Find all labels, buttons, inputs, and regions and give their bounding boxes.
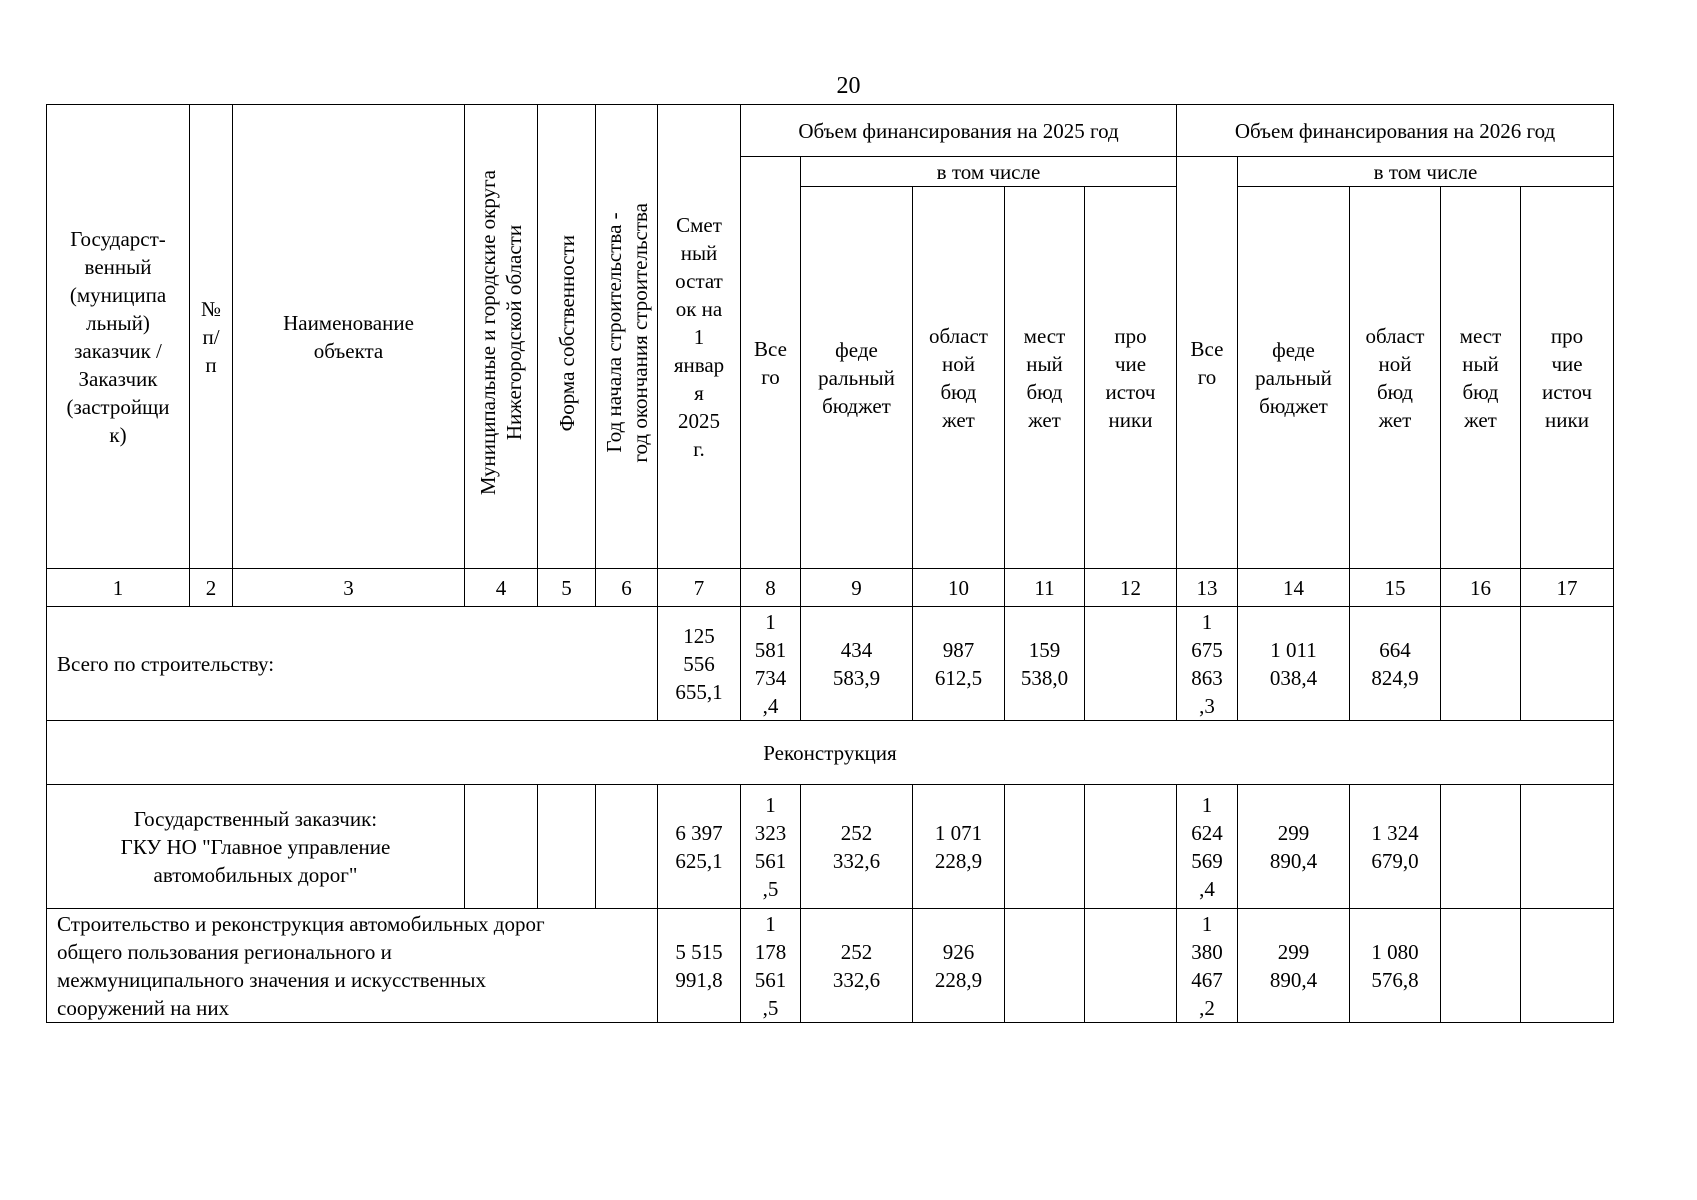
header-2025-other-text: про чие источ ники [1105,323,1156,432]
header-years [596,105,658,569]
colnum-cell: 12 [1085,569,1177,607]
total-label: Всего по строительству: [47,607,658,721]
total-c16 [1441,607,1521,721]
header-2026-local-text: мест ный бюд жет [1459,323,1502,432]
program-c16 [1441,909,1521,1023]
colnum-cell: 5 [538,569,596,607]
header-fin-2025: Объем финансирования на 2025 год [741,105,1177,157]
header-2025-local-text: мест ный бюд жет [1023,323,1066,432]
header-customer-text: Государст- венный (муниципа льный) заказчик / Заказчик (застройщи к) [66,226,170,447]
colnum-cell: 7 [658,569,741,607]
customer-c10-text: 1 071 228,9 [934,820,983,873]
header-2026-regional-text: област ной бюд жет [1365,323,1425,432]
total-c17 [1521,607,1614,721]
header-2025-total-text: Все го [754,336,787,389]
section-title: Реконструкция [47,721,1614,785]
header-2026-total-text: Все го [1190,336,1224,389]
total-c12 [1085,607,1177,721]
financing-table [46,104,1614,1023]
customer-c6 [596,785,658,909]
program-c7 [658,909,741,1023]
total-c15 [1350,607,1441,721]
program-c8 [741,909,801,1023]
program-c13 [1177,909,1238,1023]
total-c13 [1177,607,1238,721]
customer-c7-text: 6 397 625,1 [675,820,723,873]
program-c9 [801,909,913,1023]
program-c17 [1521,909,1614,1023]
customer-c15-text: 1 324 679,0 [1371,820,1419,873]
customer-c4 [465,785,538,909]
header-ownership [538,105,596,569]
header-object-name-text: Наименование объекта [283,310,414,363]
customer-c11 [1005,785,1085,909]
program-c7-text: 5 515 991,8 [675,939,723,992]
colnum-cell: 3 [233,569,465,607]
total-c9-text: 434 583,9 [832,637,881,690]
page-number: 20 [836,73,861,99]
program-c8-text: 1 178 561 ,5 [754,911,787,1020]
customer-c9 [801,785,913,909]
header-2025-regional [913,187,1005,569]
colnum-cell: 11 [1005,569,1085,607]
total-c7 [658,607,741,721]
customer-c14-text: 299 890,4 [1269,820,1318,873]
program-c15 [1350,909,1441,1023]
section-row [47,721,1614,785]
header-2025-regional-text: област ной бюд жет [929,323,988,432]
total-c10 [913,607,1005,721]
total-row [47,607,1614,721]
total-c15-text: 664 824,9 [1371,637,1419,690]
customer-c16 [1441,785,1521,909]
customer-c9-text: 252 332,6 [832,820,881,873]
header-2026-federal-text: феде ральный бюджет [1255,337,1332,418]
header-municipalities [465,105,538,569]
total-c7-text: 125 556 655,1 [675,623,723,704]
customer-c7 [658,785,741,909]
program-c9-text: 252 332,6 [832,939,881,992]
header-2026-other-text: про чие источ ники [1542,323,1592,432]
header-estimated-balance [658,105,741,569]
customer-c8-text: 1 323 561 ,5 [754,792,787,901]
program-c14-text: 299 890,4 [1269,939,1318,992]
total-c14-text: 1 011 038,4 [1269,637,1318,690]
customer-c12 [1085,785,1177,909]
program-c13-text: 1 380 467 ,2 [1191,911,1223,1020]
header-fin-2026: Объем финансирования на 2026 год [1177,105,1614,157]
header-years-text: Год начала строительства - год окончания строительства [601,203,652,463]
colnum-cell: 14 [1238,569,1350,607]
colnum-cell: 10 [913,569,1005,607]
customer-c15 [1350,785,1441,909]
header-municipalities-text: Муниципальные и городские округа Нижегородской области [476,170,526,496]
header-2025-total [741,157,801,569]
header-2026-total [1177,157,1238,569]
total-c11-text: 159 538,0 [1020,637,1069,690]
program-c15-text: 1 080 576,8 [1371,939,1419,992]
colnum-cell: 4 [465,569,538,607]
colnum-cell: 8 [741,569,801,607]
colnum-cell: 16 [1441,569,1521,607]
customer-c13 [1177,785,1238,909]
header-2025-federal [801,187,913,569]
customer-c13-text: 1 624 569 ,4 [1191,792,1223,901]
header-number [190,105,233,569]
header-2026-local [1441,187,1521,569]
total-c10-text: 987 612,5 [934,637,983,690]
colnum-cell: 15 [1350,569,1441,607]
customer-c14 [1238,785,1350,909]
header-2026-regional [1350,187,1441,569]
customer-c5 [538,785,596,909]
colnum-cell: 2 [190,569,233,607]
header-object-name [233,105,465,569]
colnum-cell: 6 [596,569,658,607]
customer-label-text: Государственный заказчик: ГКУ НО "Главное управление автомобильных дорог" [120,806,391,887]
header-2026-other [1521,187,1614,569]
total-c11 [1005,607,1085,721]
total-c14 [1238,607,1350,721]
program-c10 [913,909,1005,1023]
program-c12 [1085,909,1177,1023]
colnum-cell: 13 [1177,569,1238,607]
program-label [47,909,658,1023]
program-c14 [1238,909,1350,1023]
colnum-cell: 1 [47,569,190,607]
customer-c8 [741,785,801,909]
header-number-text: № п/ п [200,296,222,377]
total-c13-text: 1 675 863 ,3 [1191,609,1223,718]
header-2025-local [1005,187,1085,569]
program-row [47,909,1614,1023]
program-c11 [1005,909,1085,1023]
header-2025-other [1085,187,1177,569]
total-c8 [741,607,801,721]
header-2026-federal [1238,187,1350,569]
customer-label [47,785,465,909]
header-2026-including: в том числе [1238,157,1614,187]
customer-c10 [913,785,1005,909]
header-ownership-text: Форма собственности [554,234,579,432]
colnum-cell: 17 [1521,569,1614,607]
column-numbers-row [47,569,1614,607]
customer-c17 [1521,785,1614,909]
header-2025-including: в том числе [801,157,1177,187]
colnum-cell: 9 [801,569,913,607]
total-c9 [801,607,913,721]
program-label-text: Строительство и реконструкция автомобильных дорог общего пользования регионального и межмуниципального значения и искусственных сооружений на них [57,911,545,1020]
header-customer [47,105,190,569]
header-2025-federal-text: феде ральный бюджет [818,337,895,418]
total-c8-text: 1 581 734 ,4 [754,609,787,718]
program-c10-text: 926 228,9 [934,939,983,992]
header-estimated-balance-text: Смет ный остат ок на 1 январ я 2025 г. [673,212,725,461]
customer-row [47,785,1614,909]
